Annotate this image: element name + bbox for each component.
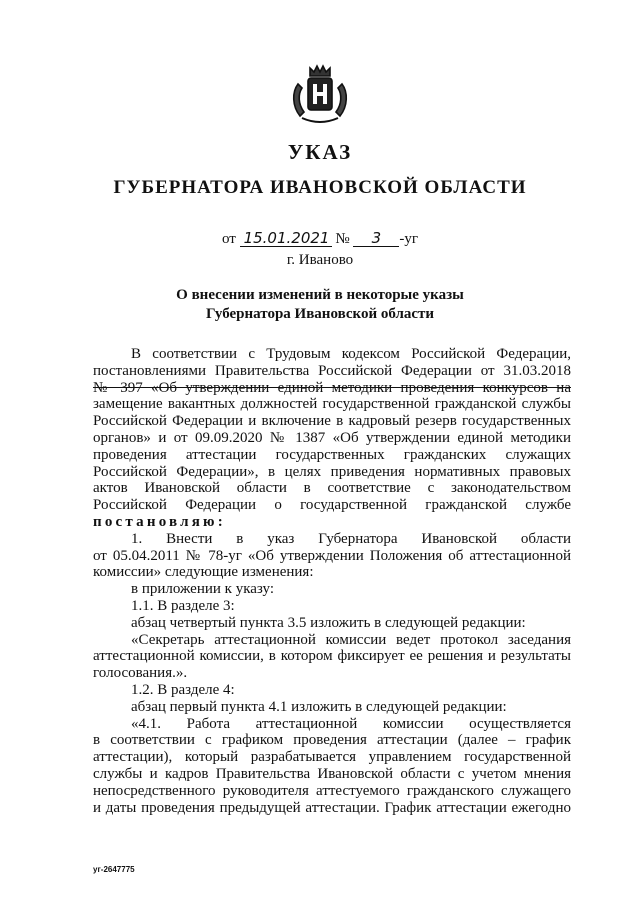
number-prefix: № (335, 231, 350, 247)
date-prefix: от (221, 231, 236, 247)
struck-line: № 397 «Об утверждении единой методики проведения конкурсов на (93, 379, 571, 396)
date-number-line (0, 230, 640, 248)
body-line: постановлениями Правительства Российской Федерации от 31.03.2018 (93, 362, 571, 379)
decree-word: постановляю: (93, 513, 226, 530)
body-line: В соответствии с Трудовым кодексом Российской Федерации, (131, 346, 571, 362)
quote-line: и даты проведения предыдущей аттестации. График аттестации ежегодно (93, 799, 571, 816)
quote-line: «Секретарь аттестационной комиссии ведет протокол заседания (131, 631, 571, 648)
decree-title: УКАЗ (287, 140, 353, 164)
city: г. Иваново (286, 252, 354, 268)
decree-subject (0, 286, 640, 324)
body-line: Российской Федерации и включение в кадровый резерв государственных (93, 413, 571, 430)
quote-line: аттестации), который разрабатывается управлением государственной (93, 749, 571, 766)
body-line: Российской Федерации о государственной гражданской службе (93, 497, 571, 514)
quote-line: непосредственного руководителя аттестуемого гражданского служащего (93, 782, 571, 799)
body-line (93, 380, 571, 397)
body-line: органов» и от 09.09.2020 № 1387 «Об утверждении единой методики (93, 429, 571, 446)
document-code: уг-2647775 (93, 865, 135, 874)
subject-line: Губернатора Ивановской области (205, 306, 435, 322)
section-heading: 1.1. В разделе 3: (131, 597, 235, 614)
body-line: замещение вакантных должностей государственной гражданской службы (93, 396, 571, 413)
body-line: актов Ивановской области в соответствие с законодательством (93, 480, 571, 497)
number-suffix: -уг (399, 231, 419, 247)
decree-subtitle: ГУБЕРНАТОРА ИВАНОВСКОЙ ОБЛАСТИ (113, 177, 527, 198)
annex-line: в приложении к указу: (131, 581, 274, 598)
body-line: проведения аттестации государственных гражданских служащих (93, 446, 571, 463)
subject-line: О внесении изменений в некоторые указы (176, 287, 464, 303)
body-line: 1. Внести в указ Губернатора Ивановской области (131, 530, 571, 547)
quote-line: голосования.». (93, 665, 188, 682)
section-text: абзац четвертый пункта 3.5 изложить в следующей редакции: (131, 614, 526, 631)
quote-line: «4.1. Работа аттестационной комиссии осуществляется (131, 715, 571, 732)
quote-line: в соответствии с графиком проведения аттестации (далее – график (93, 732, 571, 749)
coat-of-arms-emblem (286, 62, 354, 126)
decree-body (93, 346, 571, 816)
body-line: комиссии» следующие изменения: (93, 564, 314, 581)
handwritten-number: 3 (353, 230, 399, 247)
handwritten-date: 15.01.2021 (240, 230, 332, 247)
body-line: от 05.04.2011 № 78-уг «Об утверждении Положения об аттестационной (93, 547, 571, 564)
section-heading: 1.2. В разделе 4: (131, 681, 235, 698)
section-text: абзац первый пункта 4.1 изложить в следующей редакции: (131, 698, 507, 715)
quote-line: аттестационной комиссии, в котором фиксирует ее решения и результаты (93, 648, 571, 665)
quote-line: службы и кадров Правительства Ивановской области с учетом мнения (93, 765, 571, 782)
body-line: Российской Федерации», в целях приведения нормативных правовых (93, 463, 571, 480)
